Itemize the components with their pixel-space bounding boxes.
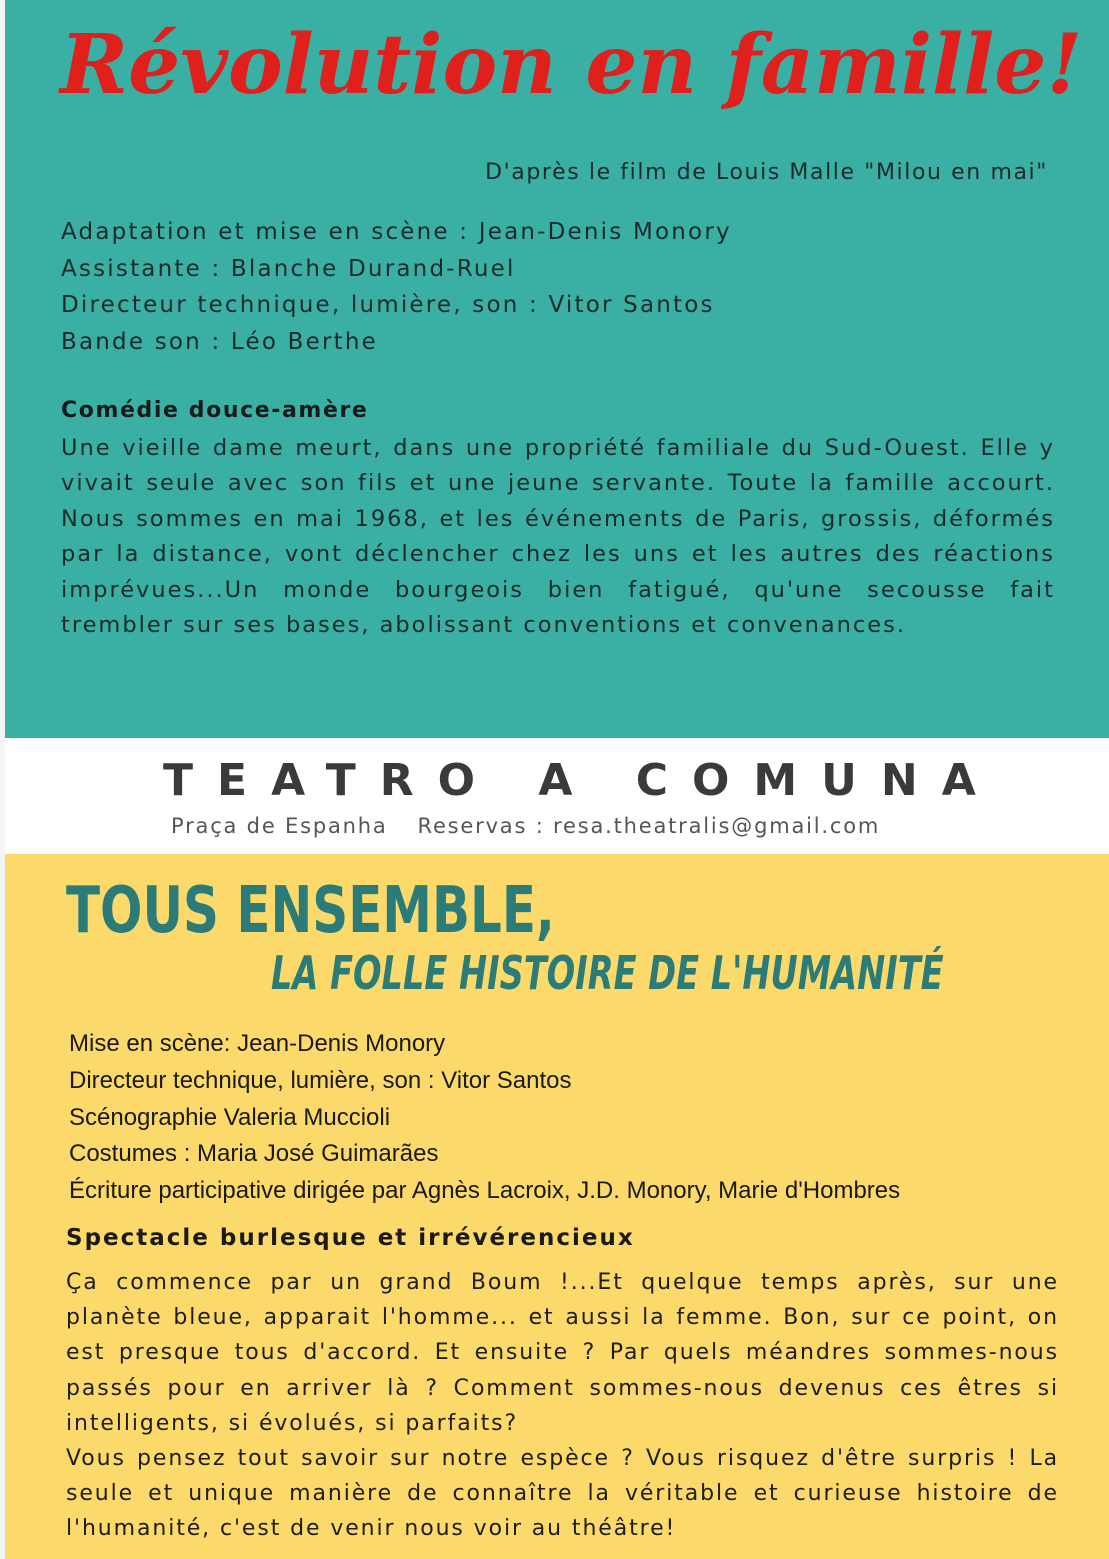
- venue-reservations: Reservas : resa.theatralis@gmail.com: [417, 814, 881, 838]
- show1-credits: [61, 214, 732, 361]
- show2-credits: [69, 1026, 900, 1210]
- show2-description-paragraph: Ça commence par un grand Boum !...Et quelque temps après, sur une planète bleue, apparait l'homme... et aussi la femme. Bon, sur ce point, on est presque tous d'accord. Et ensuite ? Par quels méandres sommes-nous passés pour en arriver là ? Comment sommes-nous devenus ces êtres si intelligents, si évolués, si parfaits?: [66, 1270, 1059, 1436]
- venue-info: [171, 814, 880, 838]
- show1-credit: Bande son : Léo Berthe: [61, 329, 378, 356]
- show1-credit: Assistante : Blanche Durand-Ruel: [61, 255, 516, 282]
- show2-title-line2: LA FOLLE HISTOIRE DE L'HUMANITÉ: [271, 946, 944, 1000]
- show2-credit: Directeur technique, lumière, son : Vitor Santos: [69, 1066, 572, 1094]
- show2-description-paragraph: Vous pensez tout savoir sur notre espèce ? Vous risquez d'être surpris ! La seule et unique manière de connaître la véritable et curieuse histoire de l'humanité, c'est de venir nous voir au théâtre!: [66, 1446, 1059, 1542]
- left-edge-strip: [0, 0, 5, 1559]
- show1-credit: Adaptation et mise en scène : Jean-Denis Monory: [61, 219, 732, 245]
- show2-credit: Mise en scène: Jean-Denis Monory: [69, 1030, 446, 1057]
- show2-description: [66, 1265, 1059, 1547]
- venue-address: Praça de Espanha: [171, 814, 388, 838]
- show1-title: Révolution en famille!: [60, 17, 1083, 113]
- show2-credit: Écriture participative dirigée par Agnès Lacroix, J.D. Monory, Marie d'Hombres: [69, 1177, 901, 1205]
- show1-genre: Comédie douce-amère: [61, 398, 369, 423]
- show1-credit: Directeur technique, lumière, son : Vitor Santos: [61, 292, 715, 319]
- show1-subtitle: D'après le film de Louis Malle "Milou en mai": [485, 160, 1048, 185]
- show2-credit: Costumes : Maria José Guimarães: [69, 1140, 439, 1168]
- show2-genre: Spectacle burlesque et irrévérencieux: [66, 1225, 635, 1251]
- show1-description: Une vieille dame meurt, dans une propriété familiale du Sud-Ouest. Elle y vivait seule avec son fils et une jeune servante. Toute la famille accourt. Nous sommes en mai 1968, et les événements de Paris, grossis, déformés par la distance, vont déclencher chez les uns et les autres des réactions imprévues...Un monde bourgeois bien fatigué, qu'une secousse fait trembler sur ses bases, abolissant conventions et convenances.: [61, 435, 1055, 639]
- show2-credit: Scénographie Valeria Muccioli: [69, 1103, 391, 1131]
- show2-title-line1: TOUS ENSEMBLE,: [66, 874, 555, 948]
- venue-name: TEATRO A COMUNA: [163, 755, 1000, 806]
